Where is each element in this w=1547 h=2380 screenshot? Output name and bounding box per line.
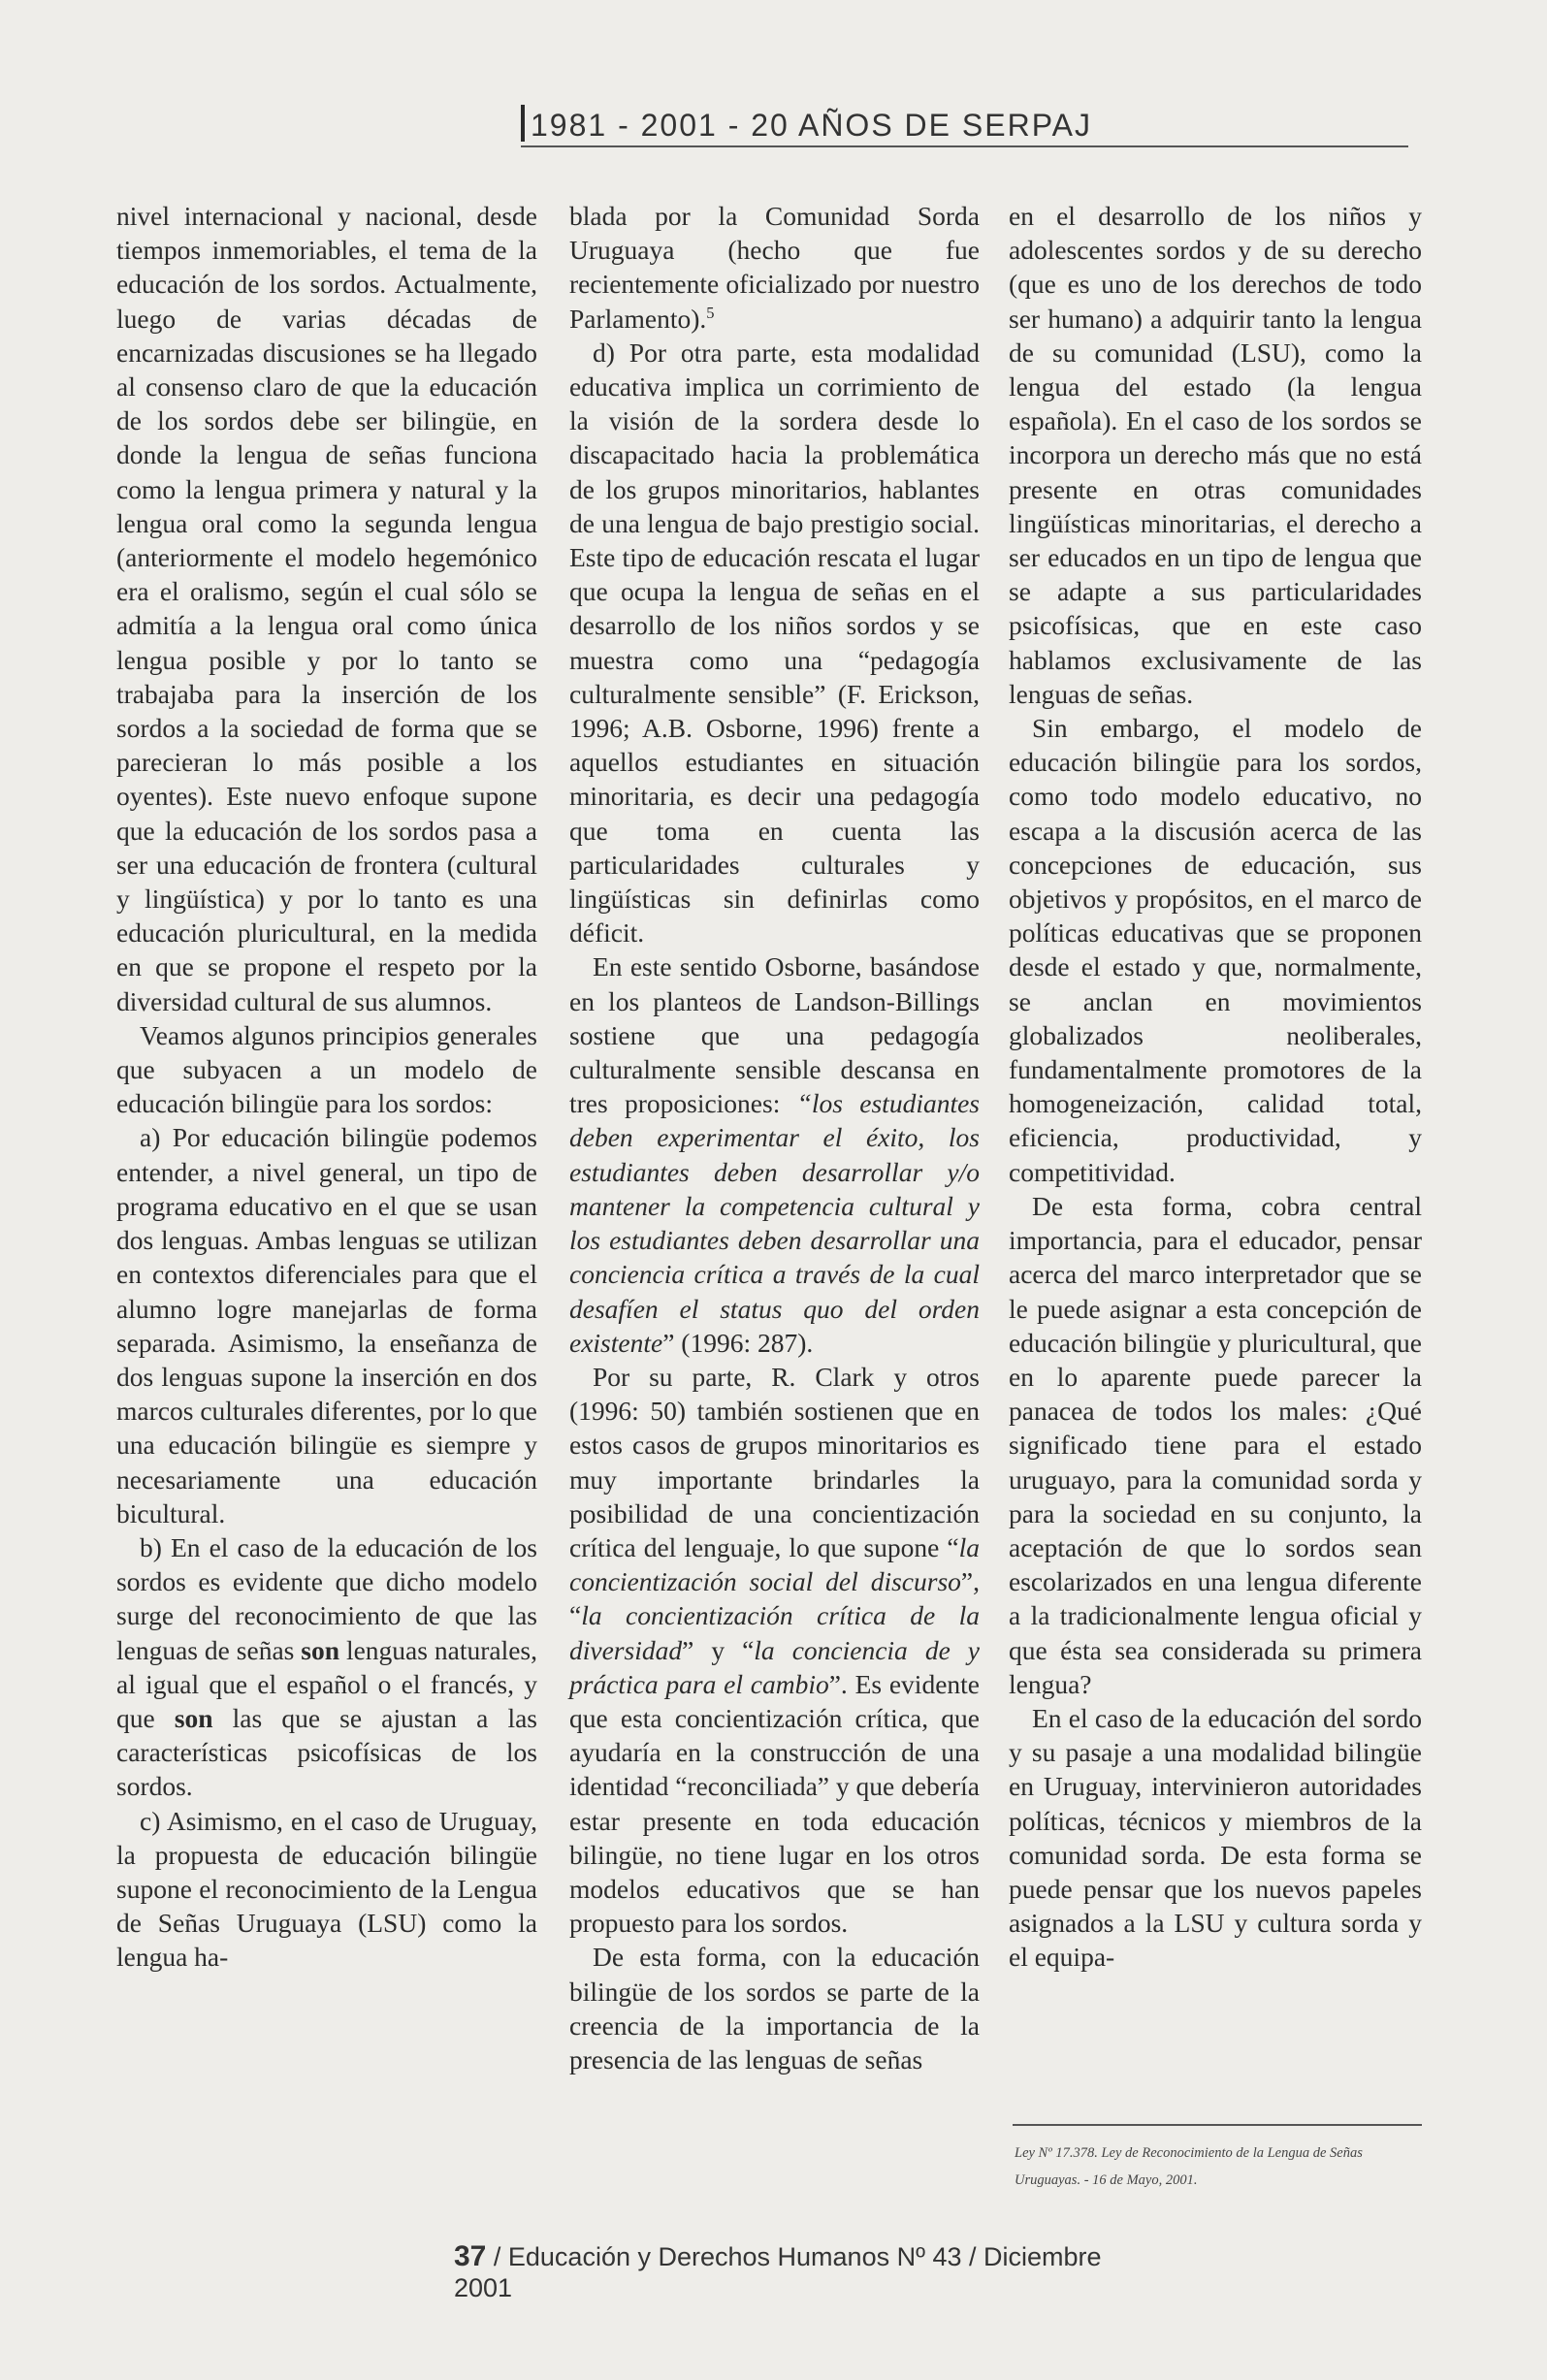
paragraph: [569, 1360, 980, 1940]
italic-quote: la conciencia de y práctica para el cambio: [569, 1634, 980, 1699]
paragraph: [569, 199, 980, 336]
paragraph: [1009, 1701, 1422, 1975]
page-number: 37: [454, 2240, 487, 2272]
paragraph: [569, 1940, 980, 2076]
text-run: De esta forma, con la educación bilingüe de los sordos se parte de la creencia de la importancia de la presencia de las lenguas de señas: [569, 1942, 980, 2074]
text-run: en el desarrollo de los niños y adolescentes sordos y de su derecho (que es uno de los derechos de todo ser humano) a adquirir tanto la lengua de su comunidad (LSU), como la lengua del estado (la lengua española). En el caso de los sordos se incorpora un derecho más que no está presente en otras comunidades lingüísticas minoritarias, el derecho a ser educados en un tipo de lengua que se adapte a sus particularidades psicofísicas, que en este caso hablamos exclusivamente de las lenguas de señas.: [1009, 201, 1422, 709]
italic-quote: la concientización social del discurso: [569, 1531, 980, 1597]
header-rule-mark: [521, 105, 525, 142]
paragraph: [569, 949, 980, 1359]
text-run: ” (1996: 287).: [662, 1327, 814, 1358]
text-run: Por su parte, R. Clark y otros (1996: 50) también sostienen que en estos casos de grupos minoritarios es muy importante brindarles la posibilidad de una concientización crítica del lenguaje, lo que supone “: [569, 1361, 980, 1562]
text-run: blada por la Comunidad Sorda Uruguaya (hecho que fue recientemente oficializado por nuestro Parlamento).: [569, 201, 980, 334]
text-run: En el caso de la educación del sordo y su pasaje a una modalidad bilingüe en Uruguay, intervinieron autoridades políticas, técnicos y miembros de la comunidad sorda. De esta forma se puede pensar que los nuevos papeles asignados a la LSU y cultura sorda y el equipa-: [1009, 1702, 1422, 1973]
paragraph: [116, 1018, 537, 1121]
footnote: Ley Nº 17.378. Ley de Reconocimiento de la Lengua de Señas Uruguayas. - 16 de Mayo, 2001.: [1015, 2145, 1363, 2188]
text-run: Sin embargo, el modelo de educación bilingüe para los sordos, como todo modelo educativo, no escapa a la discusión acerca de las concepciones de educación, sus objetivos y propósitos, en el marco de políticas educativas que se proponen desde el estado y que, normalmente, se anclan en movimientos globalizados neoliberales, fundamentalmente promotores de la homogeneización, calidad total, eficiencia, productividad, y competitividad.: [1009, 713, 1422, 1187]
text-run: ”. Es evidente que esta concientización crítica, que ayudaría en la construcción de una identidad “reconciliada” y que debería estar presente en toda educación bilingüe, no tiene lugar en los otros modelos educativos que se han propuesto para los sordos.: [569, 1668, 980, 1939]
italic-quote: la concientización crítica de la diversidad: [569, 1600, 980, 1665]
text-run: b) En el caso de la educación de los sordos es evidente que dicho modelo surge del reconocimiento de que las lenguas de señas: [116, 1531, 537, 1665]
running-header: [521, 105, 1408, 147]
bold-emphasis: son: [174, 1702, 213, 1733]
text-run: las que se ajustan a las características psicofísicas de los sordos.: [116, 1702, 537, 1802]
text-run: ” y “: [682, 1634, 755, 1665]
text-column-2: [569, 199, 980, 2076]
paragraph: [116, 1530, 537, 1804]
text-run: d) Por otra parte, esta modalidad educativa implica un corrimiento de la visión de la sordera desde lo discapacitado hacia la problemática de los grupos minoritarios, hablantes de una lengua de bajo prestigio social. Este tipo de educación rescata el lugar que ocupa la lengua de señas en el desarrollo de los niños sordos y se muestra como una “pedagogía culturalmente sensible” (F. Erickson, 1996; A.B. Osborne, 1996) frente a aquellos estudiantes en situación minoritaria, es decir una pedagogía que toma en cuenta las particularidades culturales y lingüísticas sin definirlas como déficit.: [569, 337, 980, 949]
page-footer: [454, 2240, 1133, 2303]
text-run: ”, “: [569, 1566, 980, 1631]
text-column-3: [1009, 199, 1422, 1975]
text-run: nivel internacional y nacional, desde tiempos inmemoriables, el tema de la educación de los sordos. Actualmente, luego de varias décadas de encarnizadas discusiones se ha llegado al consenso claro de que la educación de los sordos debe ser bilingüe, en donde la lengua de señas funciona como la lengua primera y natural y la lengua oral como la segunda lengua (anteriormente el modelo hegemónico era el oralismo, según el cual sólo se admitía a la lengua oral como única lengua posible y por lo tanto se trabajaba para la inserción de los sordos a la sociedad de forma que se parecieran lo más posible a los oyentes). Este nuevo enfoque supone que la educación de los sordos pasa a ser una educación de frontera (cultural y lingüística) y por lo tanto es una educación pluricultural, en la medida en que se propone el respeto por la diversidad cultural de sus alumnos.: [116, 201, 537, 1016]
text-run: Veamos algunos principios generales que subyacen a un modelo de educación bilingüe para los sordos:: [116, 1019, 537, 1119]
paragraph: [1009, 711, 1422, 1189]
text-run: De esta forma, cobra central importancia, para el educador, pensar acerca del marco interpretador que se le puede asignar a esta concepción de educación bilingüe y pluricultural, que en lo aparente puede parecer la panacea de todos los males: ¿Qué significado tiene para el estado uruguayo, para la comunidad sorda y para la sociedad en su conjunto, la aceptación de que lo sordos sean escolarizados en una lengua diferente a la tradicionalmente lengua oficial y que ésta sea considerada su primera lengua?: [1009, 1190, 1422, 1699]
text-run: a) Por educación bilingüe podemos entender, a nivel general, un tipo de programa educativo en el que se usan dos lenguas. Ambas lenguas se utilizan en contextos diferenciales para que el alumno logre manejarlas de forma separada. Asimismo, la enseñanza de dos lenguas supone la inserción en dos marcos culturales diferentes, por lo que una educación bilingüe es siempre y necesariamente una educación bicultural.: [116, 1122, 537, 1528]
italic-quote: “los estudiantes deben experimentar el éxito, los estudiantes deben desarrollar y/o mantener la competencia cultural y los estudiantes deben desarrollar una conciencia crítica a través de la cual desafíen el status quo del orden existente: [569, 1088, 981, 1358]
text-run: En este sentido Osborne, basándose en los planteos de Landson-Billings sostiene que una pedagogía culturalmente sensible descansa en tres proposiciones:: [569, 951, 980, 1119]
header-title: 1981 - 2001 - 20 AÑOS DE SERPAJ: [531, 108, 1092, 143]
paragraph: [116, 199, 537, 1018]
text-run: lenguas naturales, al igual que el español o el francés, y que: [116, 1634, 537, 1733]
footnote-divider: [1013, 2124, 1422, 2126]
paragraph: [116, 1120, 537, 1529]
footer-text: / Educación y Derechos Humanos Nº 43 / Diciembre 2001: [454, 2242, 1102, 2302]
paragraph: [116, 1804, 537, 1975]
paragraph: [569, 336, 980, 950]
text-column-1: [116, 199, 537, 1975]
paragraph: [1009, 199, 1422, 711]
text-run: c) Asimismo, en el caso de Uruguay, la propuesta de educación bilingüe supone el reconocimiento de la Lengua de Señas Uruguaya (LSU) como la lengua ha-: [116, 1805, 537, 1973]
paragraph: [1009, 1189, 1422, 1701]
bold-emphasis: son: [301, 1634, 340, 1665]
footnote-ref: 5: [706, 303, 715, 322]
